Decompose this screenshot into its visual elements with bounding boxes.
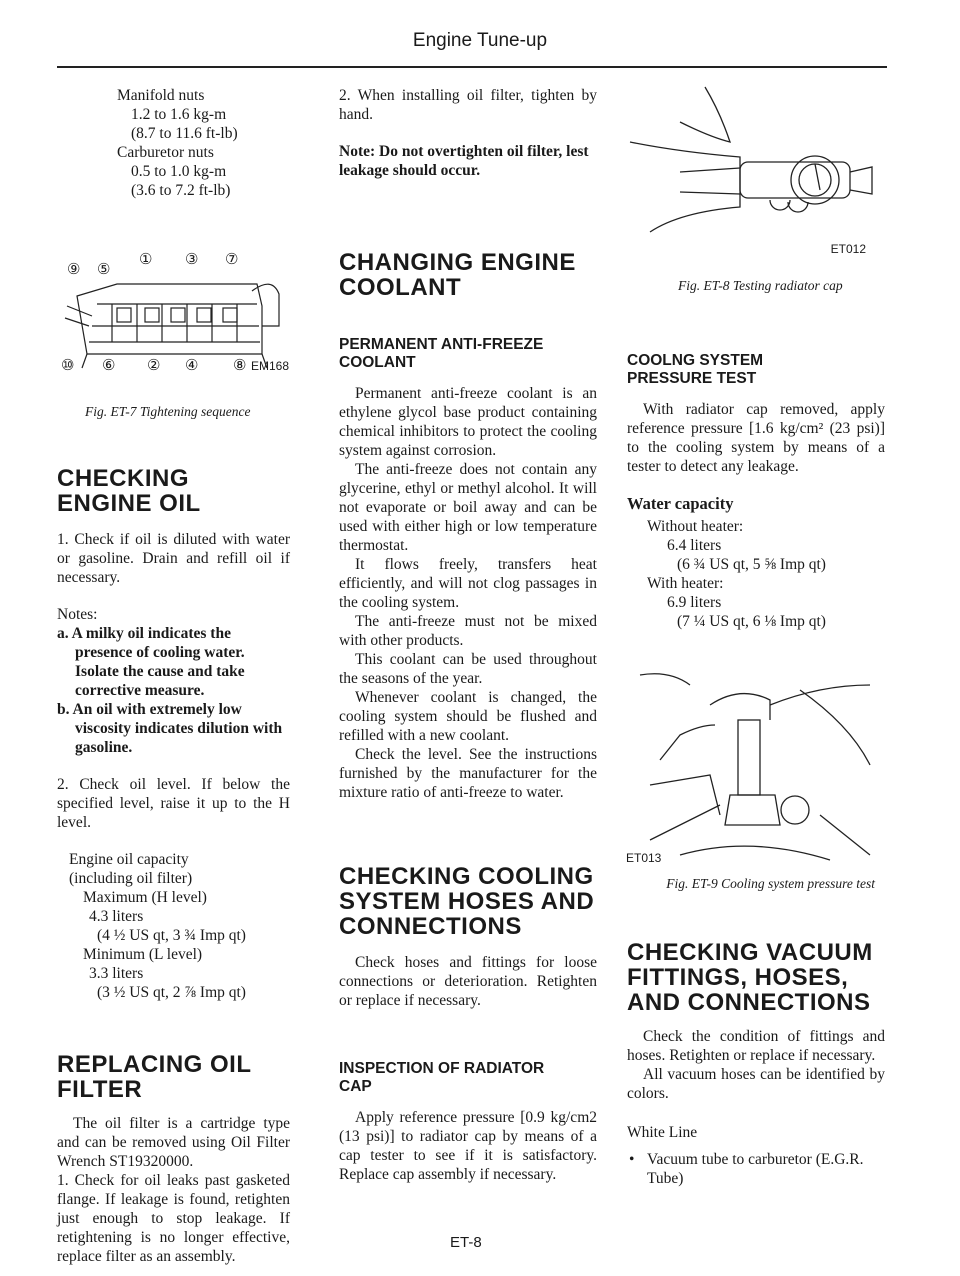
figure-et7 [57, 246, 290, 396]
note-b: b. An oil with extremely low viscosity indicates dilution with gasoline. [57, 701, 283, 756]
subheading-pressure-test: COOLNG SYSTEM PRESSURE TEST [627, 352, 764, 387]
filter-para: The oil filter is a cartridge type and can be removed using Oil Filter Wrench ST19320000. [57, 1115, 290, 1170]
section-heading-checking-oil: CHECKING ENGINE OIL [57, 465, 201, 517]
vacuum-para-1: Check the condition of fittings and hoses. Retighten or replace if necessary. [627, 1028, 885, 1064]
cooling-pressure-test-illustration [620, 665, 882, 865]
capacity-line: Without heater: [647, 518, 744, 535]
radiator-cap-para: Apply reference pressure [0.9 kg/cm2 (13 psi)] to radiator cap by means of a cap tester to see if it is satisfactory. Replace cap assembly if necessary. [339, 1109, 597, 1183]
callout-3: ③ [185, 252, 199, 268]
callout-1: ① [139, 252, 153, 268]
callout-4: ④ [185, 358, 199, 374]
capacity-line: (4 ½ US qt, 3 ¾ Imp qt) [97, 927, 246, 944]
vacuum-para-2: All vacuum hoses can be identified by colors. [627, 1066, 885, 1102]
hoses-para: Check hoses and fittings for loose connections or deterioration. Retighten or replace if necessary. [339, 954, 597, 1009]
oil-step-1: 1. Check if oil is diluted with water or gasoline. Drain and refill oil if necessary. [57, 531, 290, 586]
figure-et8 [620, 82, 882, 272]
note-a: a. A milky oil indicates the presence of cooling water. Isolate the cause and take corrective measure. [57, 625, 245, 699]
column-3-body [627, 940, 885, 1188]
capacity-line: With heater: [647, 575, 724, 592]
spec-line: 0.5 to 1.0 kg-m [131, 163, 227, 180]
notes-label: Notes: [57, 606, 98, 623]
capacity-line: (3 ½ US qt, 2 ⅞ Imp qt) [97, 984, 246, 1001]
water-capacity-heading: Water capacity [627, 494, 734, 513]
filter-step-1: 1. Check for oil leaks past gasketed flange. If leakage is found, retighten just enough to stop leakage. If retightening is no longer effective, replace filter as an assembly. [57, 1172, 290, 1265]
water-capacity-lines [627, 517, 885, 631]
paragraph: Permanent anti-freeze coolant is an ethylene glycol base product containing chemical inhibitors to protect the cooling system against corrosion. [339, 385, 597, 459]
figure-code: ET012 [830, 242, 866, 256]
oil-step-2: 2. Check oil level. If below the specified level, raise it up to the H level. [57, 776, 290, 831]
figure-et9-caption: Fig. ET-9 Cooling system pressure test [666, 876, 875, 891]
capacity-line: Maximum (H level) [83, 889, 207, 906]
manifold-illustration [57, 246, 290, 376]
capacity-line: (6 ¾ US qt, 5 ⅝ Imp qt) [677, 556, 826, 573]
callout-10: ⑩ [61, 358, 75, 374]
subheading-permanent: PERMANENT ANTI-FREEZE COOLANT [339, 336, 544, 371]
capacity-line: Minimum (L level) [83, 946, 203, 963]
spec-line: Manifold nuts [117, 87, 205, 104]
figure-et7-caption: Fig. ET-7 Tightening sequence [85, 404, 251, 419]
figure-et9 [620, 665, 882, 865]
capacity-line: 3.3 liters [89, 965, 144, 982]
bullet-item: • Vacuum tube to carburetor (E.G.R. Tube) [627, 1150, 885, 1188]
paragraph: It flows freely, transfers heat efficiently, and will not clog passages in the cooling system. [339, 556, 597, 611]
capacity-line: 6.9 liters [667, 594, 722, 611]
figure-code: ET013 [626, 851, 662, 865]
column-1-body [57, 466, 290, 1266]
column-3 [627, 352, 885, 631]
capacity-line: 4.3 liters [89, 908, 144, 925]
header-rule [57, 66, 887, 68]
section-heading-replacing-filter: REPLACING OIL FILTER [57, 1051, 252, 1103]
spec-line: Carburetor nuts [117, 144, 214, 161]
section-heading-vacuum: CHECKING VACUUM FITTINGS, HOSES, AND CONNECTIONS [627, 939, 873, 1016]
figure-et8-caption: Fig. ET-8 Testing radiator cap [678, 278, 843, 293]
page-header: Engine Tune-up [412, 30, 548, 51]
callout-8: ⑧ [233, 358, 247, 374]
torque-specs [57, 86, 287, 200]
capacity-line: (7 ¼ US qt, 6 ⅛ Imp qt) [677, 613, 826, 630]
paragraph: The anti-freeze does not contain any glycerine, ethyl or methyl alcohol. It will not evaporate or boil away and can be used with either high or low temperature thermostat. [339, 461, 597, 554]
page-number: ET-8 [450, 1234, 482, 1251]
spec-line: (3.6 to 7.2 ft-lb) [131, 182, 231, 199]
oil-capacity [57, 850, 290, 1002]
callout-2: ② [147, 358, 161, 374]
filter-step-2: 2. When installing oil filter, tighten by hand. [339, 87, 597, 123]
capacity-line: Engine oil capacity [69, 851, 189, 868]
callout-6: ⑥ [102, 358, 116, 374]
figure-code: EM168 [251, 359, 290, 373]
subheading-radiator-cap: INSPECTION OF RADIATOR CAP [339, 1060, 545, 1095]
white-line-label: White Line [627, 1124, 698, 1141]
section-heading-changing-coolant: CHANGING ENGINE COOLANT [339, 249, 576, 301]
column-1 [57, 86, 287, 200]
pressure-test-para: With radiator cap removed, apply reference pressure [1.6 kg/cm² (23 psi)] to the cooling system by means of a tester to detect any leakage. [627, 401, 885, 475]
callout-7: ⑦ [225, 252, 239, 268]
column-2 [339, 86, 597, 1184]
paragraph: This coolant can be used throughout the seasons of the year. [339, 651, 597, 687]
radiator-cap-tester-illustration [620, 82, 882, 252]
capacity-line: 6.4 liters [667, 537, 722, 554]
capacity-line: (including oil filter) [69, 870, 193, 887]
paragraph: Check the level. See the instructions furnished by the manufacturer for the mixture ratio of anti-freeze to water. [339, 746, 597, 801]
paragraph: The anti-freeze must not be mixed with other products. [339, 613, 597, 649]
spec-line: (8.7 to 11.6 ft-lb) [131, 125, 238, 142]
paragraph: Whenever coolant is changed, the cooling system should be flushed and refilled with a new coolant. [339, 689, 597, 744]
filter-note: Note: Do not overtighten oil filter, lest leakage should occur. [339, 143, 589, 179]
permanent-paras [339, 384, 597, 802]
spec-line: 1.2 to 1.6 kg-m [131, 106, 227, 123]
callout-5: ⑤ [97, 262, 111, 278]
callout-9: ⑨ [67, 262, 81, 278]
section-heading-hoses: CHECKING COOLING SYSTEM HOSES AND CONNECTIONS [339, 863, 595, 940]
